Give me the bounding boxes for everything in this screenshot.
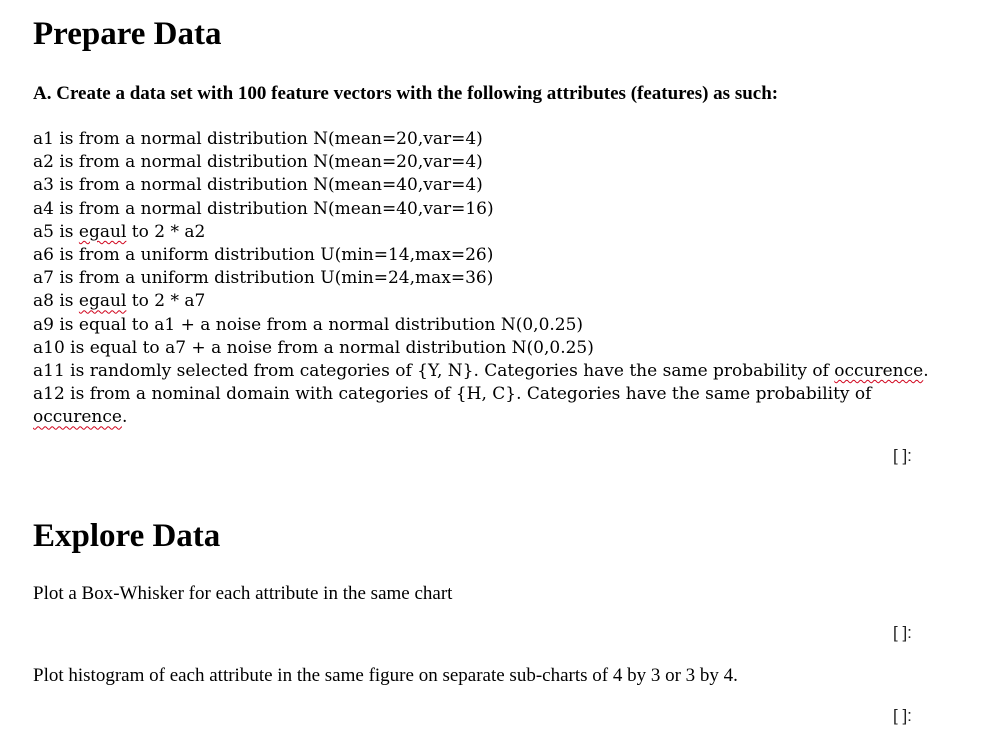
attribute-a10: a10 is equal to a7 + a noise from a normal distribution N(0,0.25) bbox=[33, 337, 594, 358]
spelling-flag-egaul: egaul bbox=[78, 221, 127, 242]
attribute-a12 bbox=[33, 383, 913, 429]
histogram-instruction: Plot histogram of each attribute in the same figure on separate sub-charts of 4 by 3 or 3 by 4. bbox=[33, 665, 738, 686]
attribute-list bbox=[33, 128, 929, 430]
spelling-flag-occurence: occurence bbox=[834, 361, 924, 382]
create-dataset-instruction: A. Create a data set with 100 feature vectors with the following attributes (features) as such: bbox=[33, 83, 779, 104]
attribute-a11-post: . bbox=[923, 361, 929, 382]
spelling-flag-egaul: egaul bbox=[78, 291, 127, 312]
attribute-a5-pre: a5 is bbox=[33, 221, 79, 242]
code-cell-prompt[interactable]: [ ]: bbox=[893, 623, 912, 642]
code-cell-prompt[interactable]: [ ]: bbox=[893, 446, 912, 465]
attribute-a8 bbox=[33, 290, 913, 313]
spelling-flag-occurence: occurence bbox=[33, 407, 122, 428]
attribute-a6: a6 is from a uniform distribution U(min=14,max=26) bbox=[33, 245, 494, 266]
prepare-data-heading: Prepare Data bbox=[33, 16, 222, 52]
explore-data-heading: Explore Data bbox=[33, 518, 221, 554]
box-whisker-instruction: Plot a Box-Whisker for each attribute in the same chart bbox=[33, 583, 453, 604]
attribute-a11-pre: a11 is randomly selected from categories of {Y, N}. Categories have the same probability of bbox=[33, 361, 835, 382]
attribute-a12-pre: a12 is from a nominal domain with categories of {H, C}. Categories have the same probability of bbox=[33, 384, 872, 405]
attribute-a4: a4 is from a normal distribution N(mean=40,var=16) bbox=[33, 198, 494, 219]
attribute-a12-post: . bbox=[121, 407, 128, 428]
attribute-a8-post: to 2 * a7 bbox=[126, 291, 206, 312]
attribute-a1: a1 is from a normal distribution N(mean=20,var=4) bbox=[33, 129, 483, 149]
attribute-a9: a9 is equal to a1 + a noise from a normal distribution N(0,0.25) bbox=[33, 314, 584, 335]
attribute-a7: a7 is from a uniform distribution U(min=24,max=36) bbox=[33, 268, 494, 289]
attribute-a5-post: to 2 * a2 bbox=[126, 221, 206, 242]
attribute-a3: a3 is from a normal distribution N(mean=40,var=4) bbox=[33, 175, 483, 196]
attribute-a8-pre: a8 is bbox=[33, 291, 79, 312]
attribute-a2: a2 is from a normal distribution N(mean=20,var=4) bbox=[33, 152, 483, 173]
attribute-a5 bbox=[33, 221, 913, 244]
code-cell-prompt[interactable]: [ ]: bbox=[893, 706, 912, 725]
attribute-a11 bbox=[33, 360, 929, 383]
